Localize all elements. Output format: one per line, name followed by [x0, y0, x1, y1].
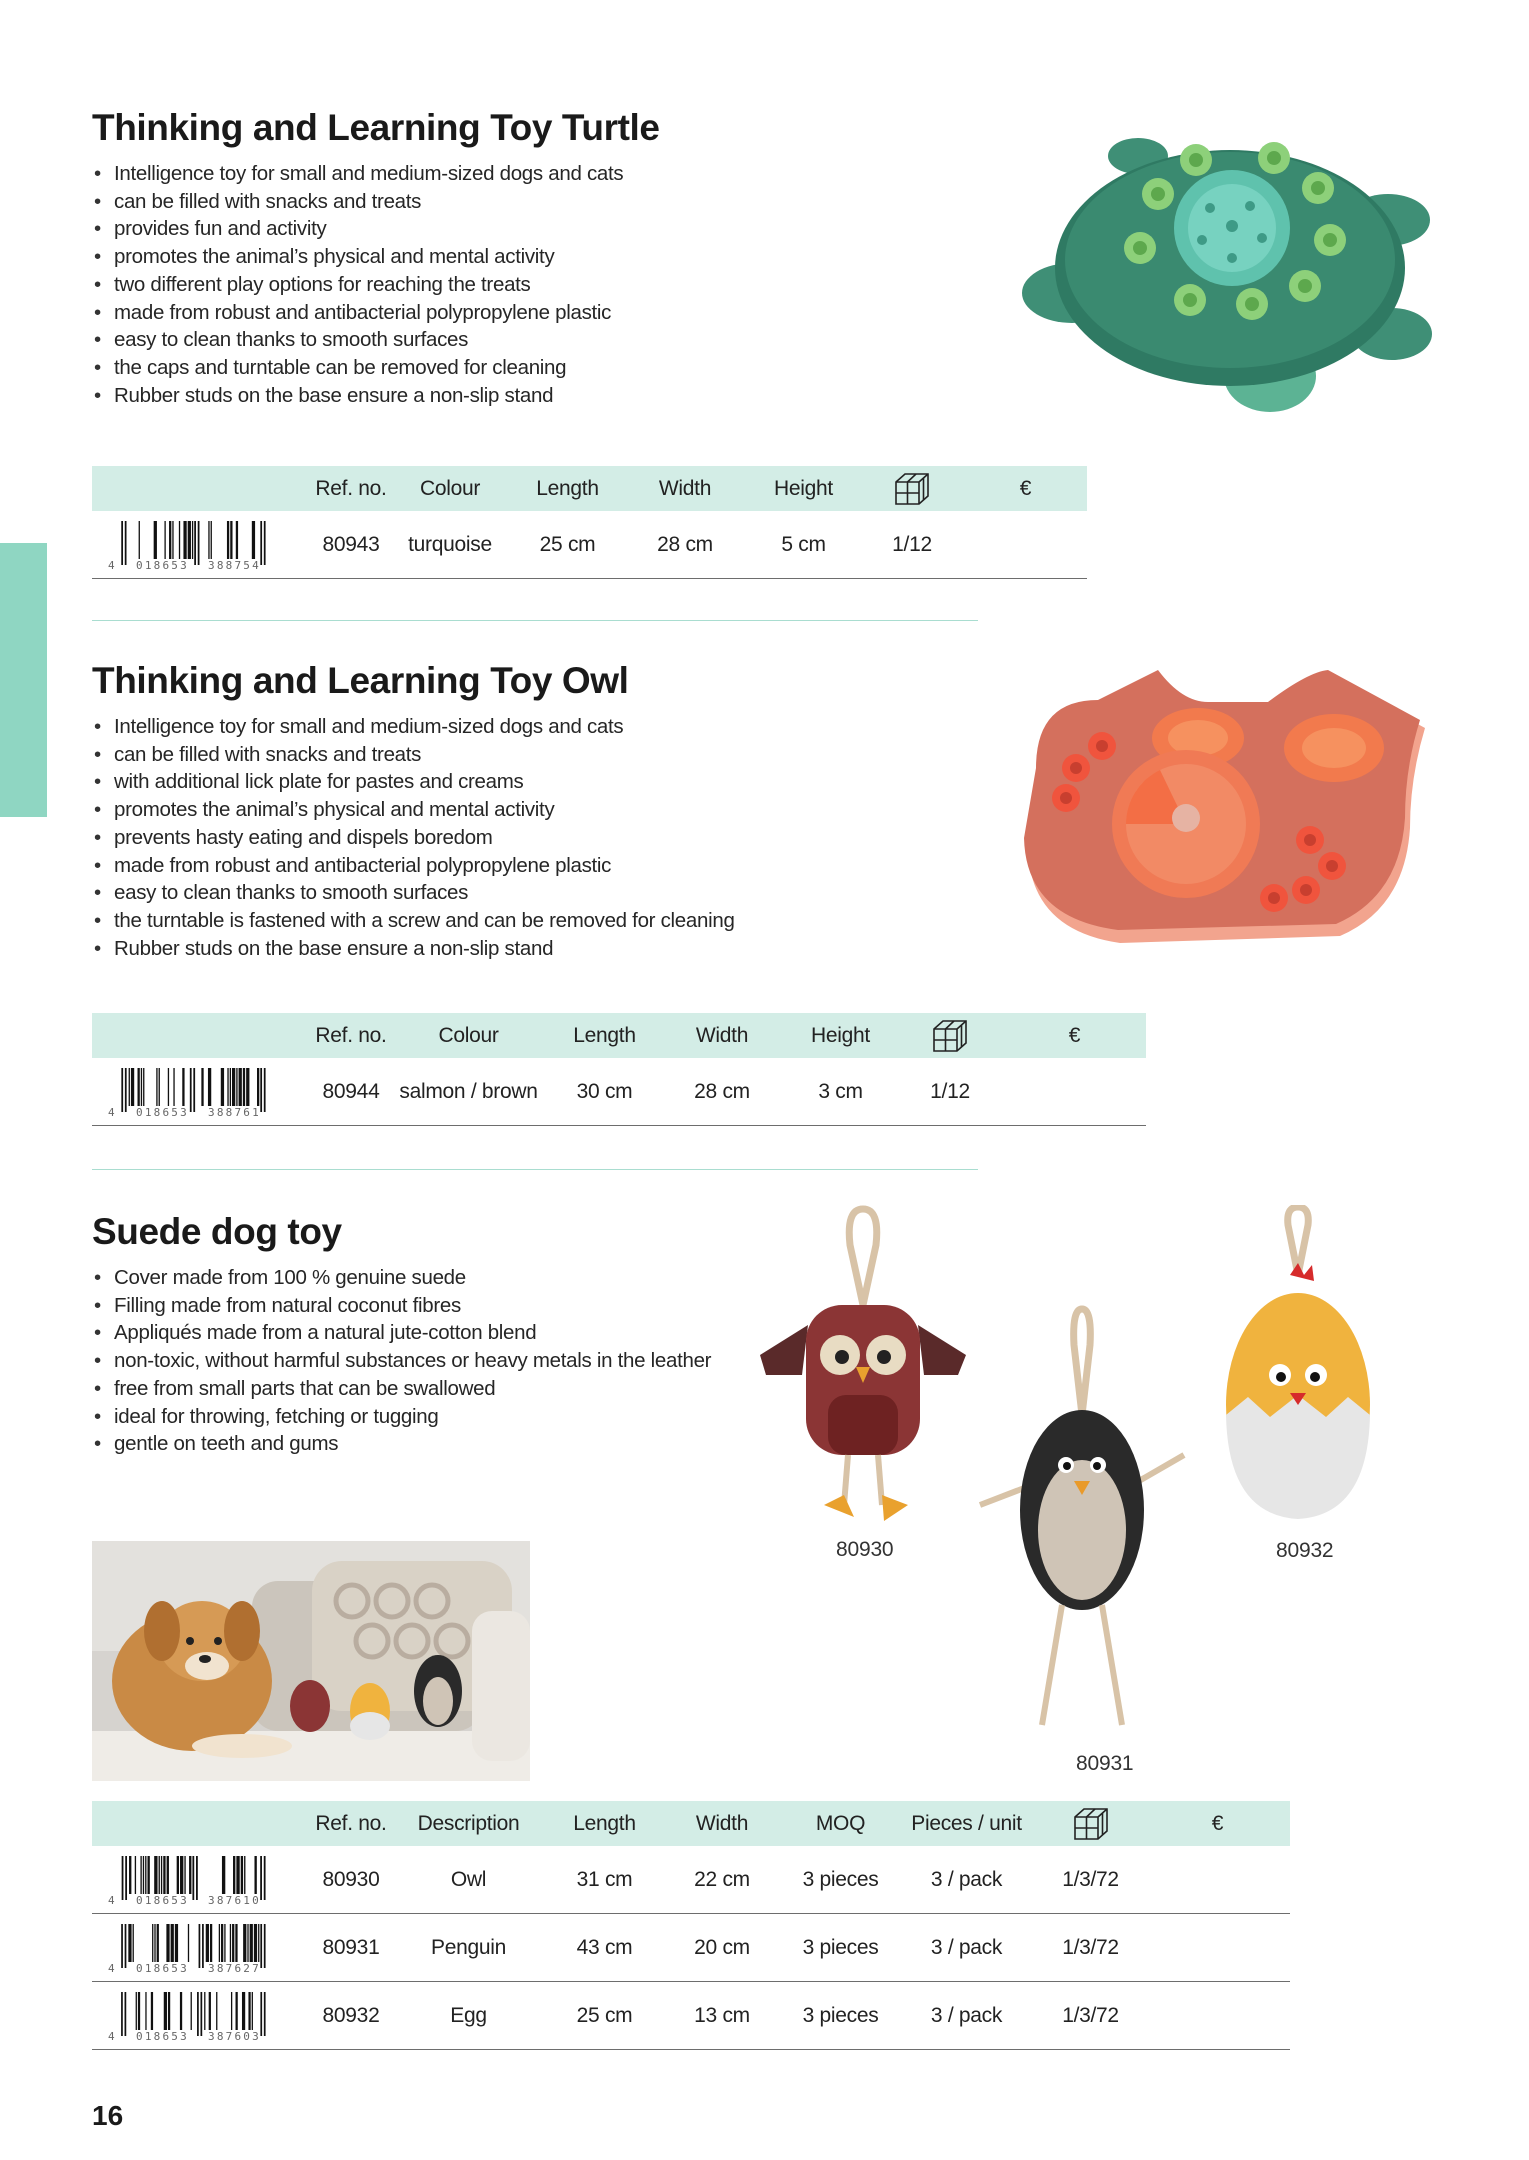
barcode-bar [208, 1068, 211, 1106]
feature-item: • non-toxic, without harmful substances or heavy metals in the leather [92, 1347, 711, 1375]
chapter-side-tab [0, 543, 47, 817]
barcode-digits: 388754 [208, 558, 261, 571]
feature-item: • promotes the animal’s physical and mental activity [92, 243, 660, 271]
barcode-bar [169, 521, 171, 559]
feature-item: • provides fun and activity [92, 215, 660, 243]
barcode-bar [193, 1068, 195, 1112]
feature-item: • promotes the animal’s physical and mental activity [92, 796, 735, 824]
carton-box-icon [860, 466, 964, 511]
barcode-image [106, 1922, 286, 1974]
column-header: Width [623, 466, 747, 511]
barcode-bar [164, 1992, 167, 2030]
column-header: Ref. no. [314, 466, 388, 511]
barcode-digits: 4 [108, 1105, 117, 1118]
barcode-bar [129, 1856, 131, 1894]
barcode-bar [206, 1924, 209, 1962]
pieces-unit-cell: 3 / pack [897, 1982, 1036, 2050]
barcode-bar [248, 1992, 250, 2030]
column-header: Height [784, 1013, 897, 1058]
barcode-bar [180, 1856, 183, 1894]
barcode-bar [264, 1924, 266, 1968]
barcode-bar [172, 521, 173, 559]
barcode-bar [250, 1924, 253, 1962]
barcode-bar [180, 1992, 182, 2030]
barcode-cell [92, 511, 314, 579]
barcode-bar [222, 1856, 225, 1894]
barcode-bar [224, 1924, 225, 1962]
column-header: Height [747, 466, 860, 511]
barcode-bar [145, 1856, 146, 1894]
barcode-bar [221, 1068, 224, 1106]
table-header-row [92, 466, 1087, 511]
section-divider [92, 1169, 978, 1170]
ref-no-cell: 80943 [314, 511, 388, 579]
egg-suede-toy-image [1218, 1205, 1378, 1535]
suede-section [92, 1210, 711, 1458]
barcode-bar [188, 521, 191, 559]
barcode-bar [138, 1068, 140, 1106]
feature-list [92, 160, 660, 409]
barcode-digits: 018653 [136, 1105, 189, 1118]
turtle-section [92, 106, 660, 409]
ref-no-cell: 80932 [314, 1982, 388, 2050]
barcode-cell [92, 1982, 314, 2050]
barcode-bar [196, 1856, 198, 1900]
barcode-digits: 388761 [208, 1105, 261, 1118]
barcode-bar [128, 1924, 131, 1962]
barcode-bar [131, 1068, 134, 1106]
barcode-bar [139, 521, 140, 559]
barcode-bar [183, 521, 186, 559]
owl-suede-toy-image [758, 1205, 968, 1535]
barcode-bar [159, 1856, 160, 1894]
barcode-bar [156, 1068, 157, 1106]
barcode-bar [257, 1068, 259, 1106]
feature-item: • easy to clean thanks to smooth surfaces [92, 879, 735, 907]
column-header: Pieces / unit [897, 1801, 1036, 1846]
column-header: Width [660, 1013, 784, 1058]
section-title: Thinking and Learning Toy Turtle [92, 107, 660, 148]
barcode-bar [264, 521, 266, 565]
product-caption: 80932 [1276, 1539, 1334, 1562]
barcode-bar [200, 1992, 202, 2036]
barcode-bar [247, 1924, 248, 1962]
barcode-bar [264, 1068, 266, 1112]
column-header: MOQ [784, 1801, 897, 1846]
barcode-bar [264, 1992, 266, 2036]
feature-item: • Appliqués made from a natural jute-cotton blend [92, 1319, 711, 1347]
barcode-bar [254, 1924, 257, 1962]
column-header: Ref. no. [314, 1013, 388, 1058]
barcode-bar [182, 1068, 184, 1106]
column-header: Colour [388, 466, 512, 511]
table-row [92, 1846, 1290, 1914]
column-header: Colour [388, 1013, 549, 1058]
price-cell [964, 511, 1087, 579]
barcode-bar [154, 1924, 155, 1962]
barcode-bar [125, 1924, 127, 1968]
barcode-digits: 387603 [208, 2029, 261, 2042]
barcode-bar [157, 1924, 159, 1962]
barcode-image [106, 519, 286, 571]
price-cell [1145, 1846, 1290, 1914]
barcode-bar [233, 1856, 235, 1894]
owl-section [92, 659, 735, 962]
barcode-bar [189, 1856, 191, 1894]
barcode-bar [136, 1992, 137, 2030]
barcode-bar [264, 1856, 266, 1900]
barcode-bar [216, 1992, 217, 2030]
barcode-bar [125, 1068, 127, 1112]
barcode-bar [198, 521, 200, 565]
barcode-bar [208, 521, 209, 559]
product-caption: 80930 [836, 1538, 894, 1561]
barcode-bar [239, 1068, 242, 1106]
barcode-bar [179, 521, 180, 559]
product-caption: 80931 [1076, 1752, 1134, 1775]
feature-item: • Cover made from 100 % genuine suede [92, 1264, 711, 1292]
carton-cell: 1/12 [860, 511, 964, 579]
barcode-bar [163, 1856, 165, 1894]
length-cell: 43 cm [549, 1914, 660, 1982]
table-header-row [92, 1801, 1290, 1846]
moq-cell: 3 pieces [784, 1982, 897, 2050]
barcode-bar [125, 1992, 127, 2036]
moq-cell: 3 pieces [784, 1846, 897, 1914]
owl-spec-table [92, 1013, 1146, 1126]
price-cell [1003, 1058, 1146, 1126]
barcode-bar [192, 1856, 194, 1900]
suede-spec-table [92, 1801, 1290, 2050]
barcode-bar [241, 1856, 243, 1894]
moq-cell: 3 pieces [784, 1914, 897, 1982]
barcode-bar [168, 1068, 169, 1106]
width-cell: 20 cm [660, 1914, 784, 1982]
feature-item: • free from small parts that can be swallowed [92, 1375, 711, 1403]
description-cell: Owl [388, 1846, 549, 1914]
feature-item: • gentle on teeth and gums [92, 1430, 711, 1458]
turtle-spec-table [92, 466, 1087, 579]
description-cell: Penguin [388, 1914, 549, 1982]
pieces-unit-cell: 3 / pack [897, 1914, 1036, 1982]
colour-cell: turquoise [388, 511, 512, 579]
barcode-bar [243, 1924, 246, 1962]
table-row [92, 1914, 1290, 1982]
barcode-bar [143, 1068, 144, 1106]
price-cell [1145, 1982, 1290, 2050]
price-cell [1145, 1914, 1290, 1982]
barcode-bar [252, 1992, 253, 2030]
height-cell: 3 cm [784, 1058, 897, 1126]
barcode-bar [230, 1068, 231, 1106]
barcode-bar [145, 1992, 146, 2030]
barcode-cell [92, 1914, 314, 1982]
barcode-digits: 4 [108, 558, 117, 571]
barcode-bar [138, 1992, 140, 2030]
barcode-bar [202, 1924, 204, 1968]
section-title: Thinking and Learning Toy Owl [92, 660, 629, 701]
feature-item: • Filling made from natural coconut fibres [92, 1292, 711, 1320]
barcode-bar [133, 1924, 134, 1962]
barcode-bar [197, 1992, 199, 2036]
barcode-bar [159, 1068, 160, 1106]
column-header: Description [388, 1801, 549, 1846]
barcode-image [106, 1066, 286, 1118]
barcode-bar [230, 521, 232, 559]
barcode-bar [190, 1068, 192, 1112]
barcode-bar [191, 1992, 192, 2030]
colour-cell: salmon / brown [388, 1058, 549, 1126]
barcode-digits: 387610 [208, 1893, 261, 1906]
barcode-bar [199, 1924, 201, 1968]
feature-item: • made from robust and antibacterial polypropylene plastic [92, 299, 660, 327]
barcode-bar [184, 1856, 185, 1894]
length-cell: 25 cm [512, 511, 623, 579]
turtle-toy-image [1000, 128, 1440, 418]
barcode-bar [161, 1856, 162, 1894]
barcode-bar [231, 1992, 232, 2030]
barcode-digits: 4 [108, 1961, 117, 1974]
barcode-bar [188, 1924, 189, 1962]
barcode-bar [147, 1856, 149, 1894]
table-header-row [92, 1013, 1146, 1058]
barcode-bar [141, 1068, 142, 1106]
feature-list [92, 1264, 711, 1458]
barcode-bar [204, 1992, 205, 2030]
carton-cell: 1/12 [897, 1058, 1003, 1126]
column-header: € [1003, 1013, 1146, 1058]
barcode-digits: 4 [108, 2029, 117, 2042]
barcode-bar [175, 1924, 178, 1962]
barcode-bar [177, 1856, 179, 1894]
barcode-bar [201, 1068, 203, 1106]
feature-item: • Intelligence toy for small and medium-sized dogs and cats [92, 160, 660, 188]
barcode-bar [121, 521, 123, 565]
pieces-unit-cell: 3 / pack [897, 1846, 1036, 1914]
barcode-digits: 018653 [136, 2029, 189, 2042]
width-cell: 22 cm [660, 1846, 784, 1914]
barcode-digits: 018653 [136, 1961, 189, 1974]
barcode-bar [168, 1992, 170, 2030]
barcode-digits: 018653 [136, 1893, 189, 1906]
barcode-bar [151, 1992, 153, 2030]
barcode-bar [244, 1856, 245, 1894]
page-number: 16 [92, 2100, 124, 2131]
width-cell: 28 cm [623, 511, 747, 579]
length-cell: 30 cm [549, 1058, 660, 1126]
barcode-bar [219, 1924, 220, 1962]
barcode-bar [211, 521, 212, 559]
column-header: € [1145, 1801, 1290, 1846]
barcode-bar [122, 1856, 124, 1900]
feature-item: • with additional lick plate for pastes and creams [92, 768, 735, 796]
barcode-bar [192, 521, 193, 559]
section-title: Suede dog toy [92, 1211, 342, 1252]
feature-item: • made from robust and antibacterial polypropylene plastic [92, 852, 735, 880]
barcode-bar [252, 521, 255, 559]
barcode-bar [236, 521, 238, 559]
barcode-bar [235, 1924, 237, 1962]
feature-item: • ideal for throwing, fetching or tugging [92, 1403, 711, 1431]
table-row [92, 1058, 1146, 1126]
barcode-bar [230, 1924, 231, 1962]
barcode-bar [154, 521, 157, 559]
barcode-image [106, 1854, 286, 1906]
description-cell: Egg [388, 1982, 549, 2050]
feature-item: • the turntable is fastened with a screw and can be removed for cleaning [92, 907, 735, 935]
barcode-bar [232, 1924, 234, 1962]
feature-item: • two different play options for reaching the treats [92, 271, 660, 299]
feature-item: • Intelligence toy for small and medium-sized dogs and cats [92, 713, 735, 741]
section-divider [92, 620, 978, 621]
barcode-bar [129, 1068, 130, 1106]
width-cell: 28 cm [660, 1058, 784, 1126]
barcode-bar [242, 1992, 245, 2030]
feature-item: • the caps and turntable can be removed for cleaning [92, 354, 660, 382]
barcode-bar [194, 521, 196, 565]
barcode-bar [258, 1924, 259, 1962]
feature-item: • Rubber studs on the base ensure a non-slip stand [92, 935, 735, 963]
ref-no-cell: 80944 [314, 1058, 388, 1126]
barcode-bar [246, 1068, 249, 1106]
length-cell: 31 cm [549, 1846, 660, 1914]
ref-no-cell: 80931 [314, 1914, 388, 1982]
feature-list [92, 713, 735, 962]
penguin-suede-toy-image [972, 1305, 1192, 1745]
carton-box-icon [1036, 1801, 1145, 1846]
barcode-bar [135, 1856, 136, 1894]
feature-item: • Rubber studs on the base ensure a non-slip stand [92, 382, 660, 410]
barcode-bar [171, 1924, 174, 1962]
barcode-bar [227, 521, 229, 559]
barcode-bar [232, 1068, 235, 1106]
barcode-bar [121, 1068, 123, 1112]
feature-item: • prevents hasty eating and dispels boredom [92, 824, 735, 852]
carton-cell: 1/3/72 [1036, 1914, 1145, 1982]
barcode-bar [221, 1924, 223, 1962]
feature-item: • easy to clean thanks to smooth surfaces [92, 326, 660, 354]
ref-no-cell: 80930 [314, 1846, 388, 1914]
height-cell: 5 cm [747, 511, 860, 579]
barcode-bar [236, 1992, 238, 2030]
barcode-bar [140, 1856, 141, 1894]
column-header: Width [660, 1801, 784, 1846]
carton-cell: 1/3/72 [1036, 1982, 1145, 2050]
barcode-bar [164, 521, 165, 559]
width-cell: 13 cm [660, 1982, 784, 2050]
barcode-bar [236, 1068, 237, 1106]
barcode-cell [92, 1058, 314, 1126]
barcode-bar [125, 1856, 127, 1900]
barcode-bar [125, 521, 127, 565]
barcode-bar [243, 1068, 245, 1106]
dog-with-toys-photo [92, 1541, 530, 1781]
carton-box-icon [897, 1013, 1003, 1058]
barcode-bar [173, 1068, 174, 1106]
table-row [92, 1982, 1290, 2050]
barcode-bar [121, 1992, 123, 2036]
barcode-bar [209, 1992, 211, 2030]
column-header: Length [512, 466, 623, 511]
barcode-bar [121, 1924, 123, 1968]
barcode-digits: 4 [108, 1893, 117, 1906]
carton-cell: 1/3/72 [1036, 1846, 1145, 1914]
barcode-bar [166, 1924, 169, 1962]
barcode-bar [236, 1856, 239, 1894]
barcode-bar [167, 1856, 169, 1894]
barcode-bar [143, 1856, 144, 1894]
column-header: Length [549, 1013, 660, 1058]
barcode-bar [152, 1924, 153, 1962]
barcode-image [106, 1990, 286, 2042]
barcode-digits: 018653 [136, 558, 189, 571]
barcode-bar [227, 1068, 228, 1106]
barcode-bar [210, 1924, 212, 1962]
feature-item: • can be filled with snacks and treats [92, 741, 735, 769]
column-header: Ref. no. [314, 1801, 388, 1846]
feature-item: • can be filled with snacks and treats [92, 188, 660, 216]
owl-toy-image [1010, 668, 1430, 958]
barcode-bar [154, 1856, 157, 1894]
barcode-bar [254, 1856, 256, 1894]
column-header: Length [549, 1801, 660, 1846]
table-row [92, 511, 1087, 579]
barcode-digits: 387627 [208, 1961, 261, 1974]
barcode-cell [92, 1846, 314, 1914]
column-header: € [964, 466, 1087, 511]
length-cell: 25 cm [549, 1982, 660, 2050]
